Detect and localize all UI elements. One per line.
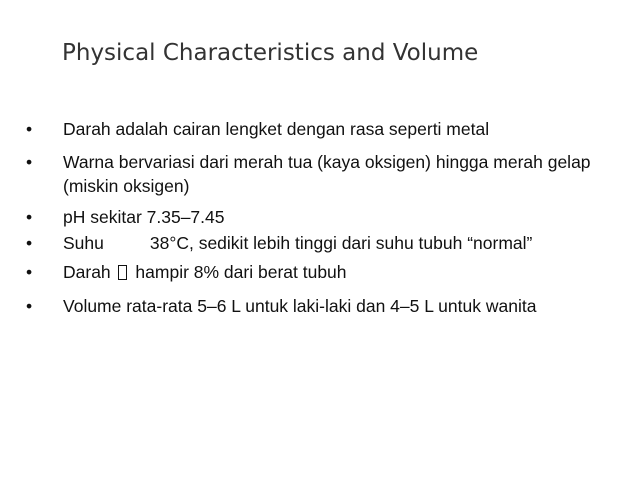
bullet-text: pH sekitar 7.35–7.45 xyxy=(63,207,225,227)
bullet-icon: • xyxy=(26,233,33,253)
missing-glyph-icon xyxy=(118,265,127,280)
bullet-item xyxy=(26,117,626,141)
bullet-icon: • xyxy=(26,152,33,172)
bullet-icon: • xyxy=(26,119,33,139)
bullet-icon: • xyxy=(26,262,33,282)
bullet-item xyxy=(26,205,626,229)
bullet-item xyxy=(26,260,626,284)
bullet-item xyxy=(26,294,626,318)
bullet-text: Warna bervariasi dari merah tua (kaya oksigen) hingga merah gelap (miskin oksigen) xyxy=(63,152,591,196)
bullet-icon: • xyxy=(26,207,33,227)
bullet-text: Volume rata-rata 5–6 L untuk laki-laki dan 4–5 L untuk wanita xyxy=(63,296,537,316)
slide-title: Physical Characteristics and Volume xyxy=(62,40,479,66)
bullet-label: Suhu xyxy=(63,233,104,253)
bullet-text-before: Darah xyxy=(63,262,111,282)
bullet-icon: • xyxy=(26,296,33,316)
bullet-item xyxy=(26,231,626,255)
bullet-text: Darah adalah cairan lengket dengan rasa seperti metal xyxy=(63,119,490,139)
bullet-text-after: hampir 8% dari berat tubuh xyxy=(135,262,347,282)
bullet-text: 38°C, sedikit lebih tinggi dari suhu tubuh “normal” xyxy=(149,233,533,253)
bullet-list xyxy=(26,117,626,318)
bullet-item xyxy=(26,150,626,198)
